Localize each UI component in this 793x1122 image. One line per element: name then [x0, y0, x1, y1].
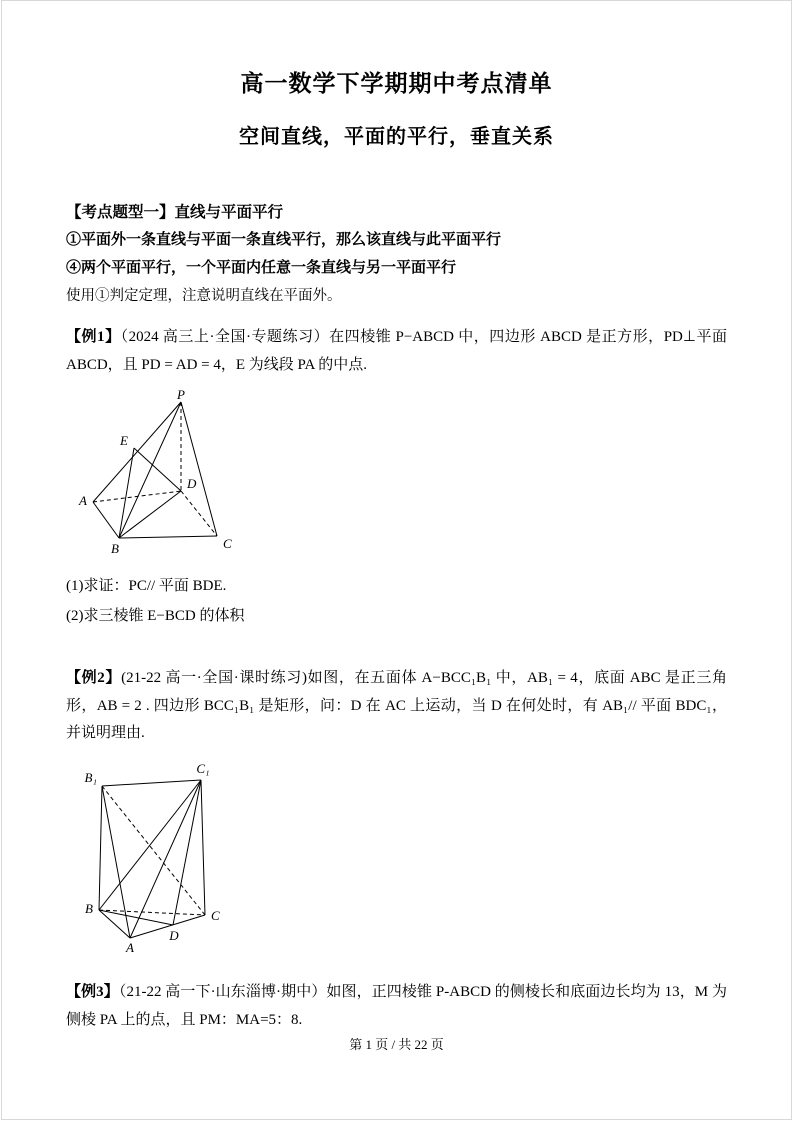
vertex-label-D: D: [187, 475, 197, 491]
example-2-text: (21-22 高一·全国·课时练习)如图，在五面体 A−BCC₁B₁ 中，AB₁ = 4，底面 ABC 是正三角形，AB = 2 . 四边形 BCC₁B₁ 是矩形，问：D 在 AC 上运动，当 D 在何处时，有 AB₁// 平面 BDC₁，并说明理由.: [66, 669, 727, 742]
vertex-label-B: B: [85, 901, 93, 917]
rule-line-1: ①平面外一条直线与平面一条直线平行，那么该直线与此平面平行: [66, 231, 502, 248]
topic-section: [66, 201, 727, 310]
document-page: [1, 0, 792, 1120]
vertex-label-C: C: [223, 535, 232, 551]
note-line: 使用①判定定理，注意说明直线在平面外。: [66, 287, 342, 304]
vertex-label-E: E: [120, 432, 128, 448]
example-2-paragraph: [66, 665, 727, 748]
example-2-label: 【例2】: [66, 669, 122, 686]
vertex-label-C1: C₁: [196, 761, 210, 777]
vertex-label-P: P: [177, 387, 185, 402]
vertex-label-B: B: [111, 540, 119, 556]
page-title: 高一数学下学期期中考点清单: [240, 71, 553, 96]
pentahedron-ABCC1B1-diagram: [82, 760, 232, 956]
example-1-figure: [74, 388, 727, 565]
pyramid-PABCD-diagram: [74, 388, 264, 560]
vertex-label-B1: B₁: [84, 770, 97, 786]
page-subtitle: 空间直线，平面的平行，垂直关系: [239, 126, 554, 148]
vertex-label-D: D: [169, 928, 179, 944]
example-3-label: 【例3】: [66, 984, 119, 1001]
example-3-paragraph: [66, 979, 727, 1035]
example-1-question-2: (2)求三棱锥 E−BCD 的体积: [66, 607, 245, 624]
example-1-paragraph: [66, 324, 727, 380]
example-1-question-1: (1)求证：PC// 平面 BDE.: [66, 577, 227, 594]
vertex-label-A: A: [126, 940, 134, 956]
section-heading: 【考点题型一】直线与平面平行: [66, 204, 284, 221]
example-1-questions: [66, 571, 727, 631]
example-1-label: 【例1】: [66, 329, 121, 346]
vertex-label-C: C: [211, 908, 220, 924]
rule-line-2: ④两个平面平行，一个平面内任意一条直线与另一平面平行: [66, 260, 457, 277]
example-2-figure: [82, 760, 727, 961]
example-1-text: （2024 高三上·全国·专题练习）在四棱锥 P−ABCD 中，四边形 ABCD 是正方形，PD⊥平面 ABCD，且 PD = AD = 4，E 为线段 PA 的中点.: [66, 329, 727, 374]
example-3-text: （21-22 高一下·山东淄博·期中）如图，正四棱锥 P-ABCD 的侧棱长和底面边长均为 13，M 为侧棱 PA 上的点，且 PM：MA=5：8.: [66, 984, 727, 1028]
vertex-label-A: A: [79, 492, 87, 508]
page-footer: 第 1 页 / 共 22 页: [349, 1037, 444, 1052]
